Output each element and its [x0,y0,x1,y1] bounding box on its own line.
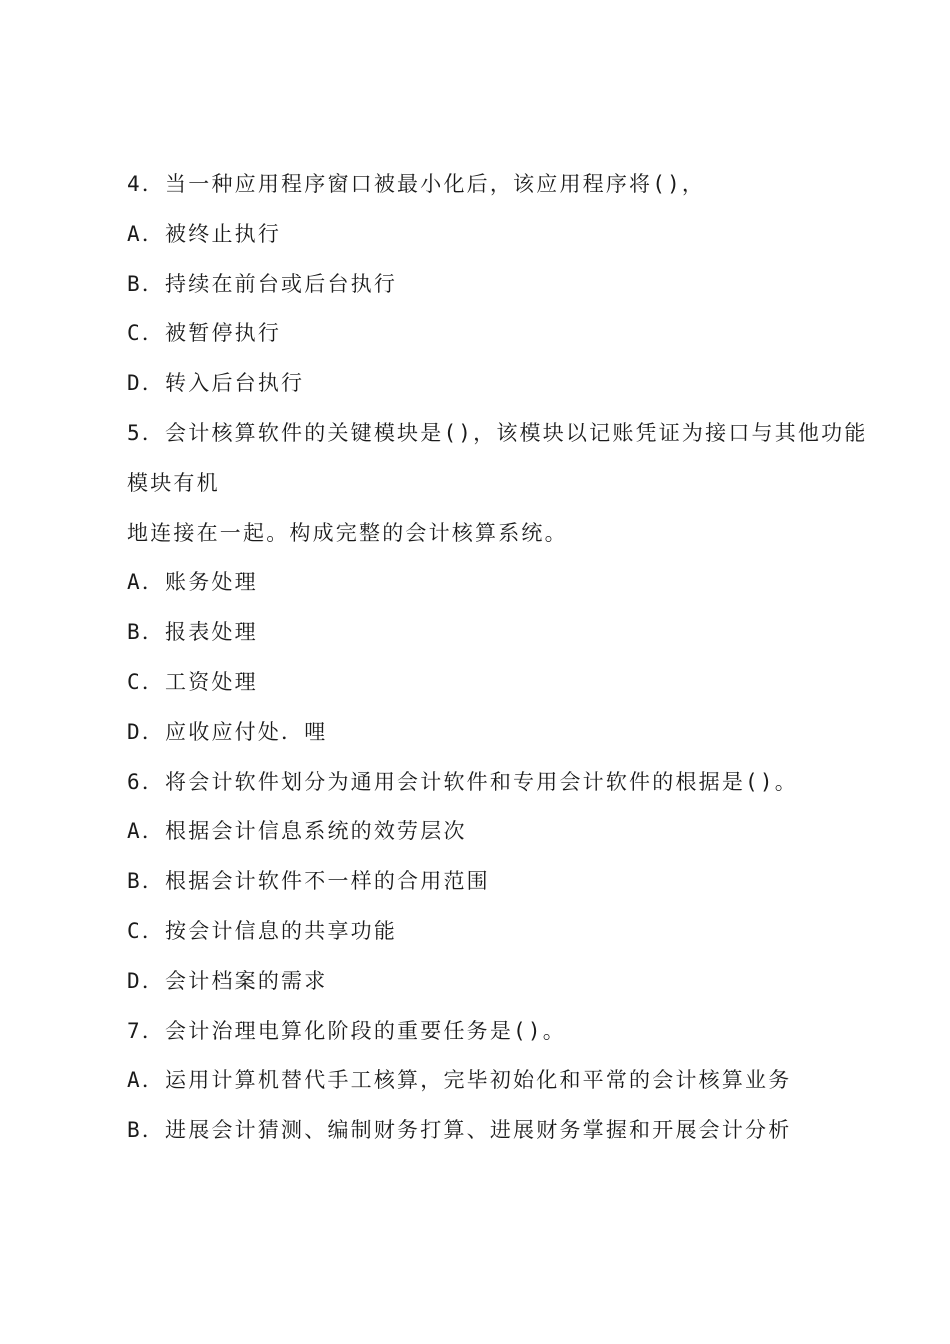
question-6-option-b: B．根据会计软件不一样的合用范围 [127,869,490,894]
question-7-option-a: A．运用计算机替代手工核算，完毕初始化和平常的会计核算业务 [127,1068,792,1093]
question-7-stem: 7．会计治理电算化阶段的重要任务是()。 [127,1018,566,1043]
question-7-option-b: B．进展会计猜测、编制财务打算、进展财务掌握和开展会计分析 [127,1118,792,1143]
question-5-option-c: C．工资处理 [127,669,258,694]
question-text-block [127,160,907,1156]
question-5-stem-line-2: 模块有机 [127,470,220,495]
question-4-stem: 4．当一种应用程序窗口被最小化后，该应用程序将()， [127,172,706,196]
question-6-option-a: A．根据会计信息系统的效劳层次 [127,819,467,844]
question-5-stem-line-3: 地连接在一起。构成完整的会计核算系统。 [127,520,568,545]
question-4-option-c: C．被暂停执行 [127,321,282,346]
question-4-option-a: A．被终止执行 [127,221,282,246]
question-6-option-d: D．会计档案的需求 [127,968,328,993]
question-5-stem-line-1: 5．会计核算软件的关键模块是()，该模块以记账凭证为接口与其他功能 [127,420,868,445]
question-5-option-d: D．应收应付处．哩 [127,719,328,744]
question-5-option-a: A．账务处理 [127,570,258,595]
question-5-option-b: B．报表处理 [127,620,258,645]
question-6-option-c: C．按会计信息的共享功能 [127,918,398,943]
question-4-option-d: D．转入后台执行 [127,371,305,396]
question-6-stem: 6．将会计软件划分为通用会计软件和专用会计软件的根据是()。 [127,769,798,794]
question-4-option-b: B．持续在前台或后台执行 [127,271,398,296]
